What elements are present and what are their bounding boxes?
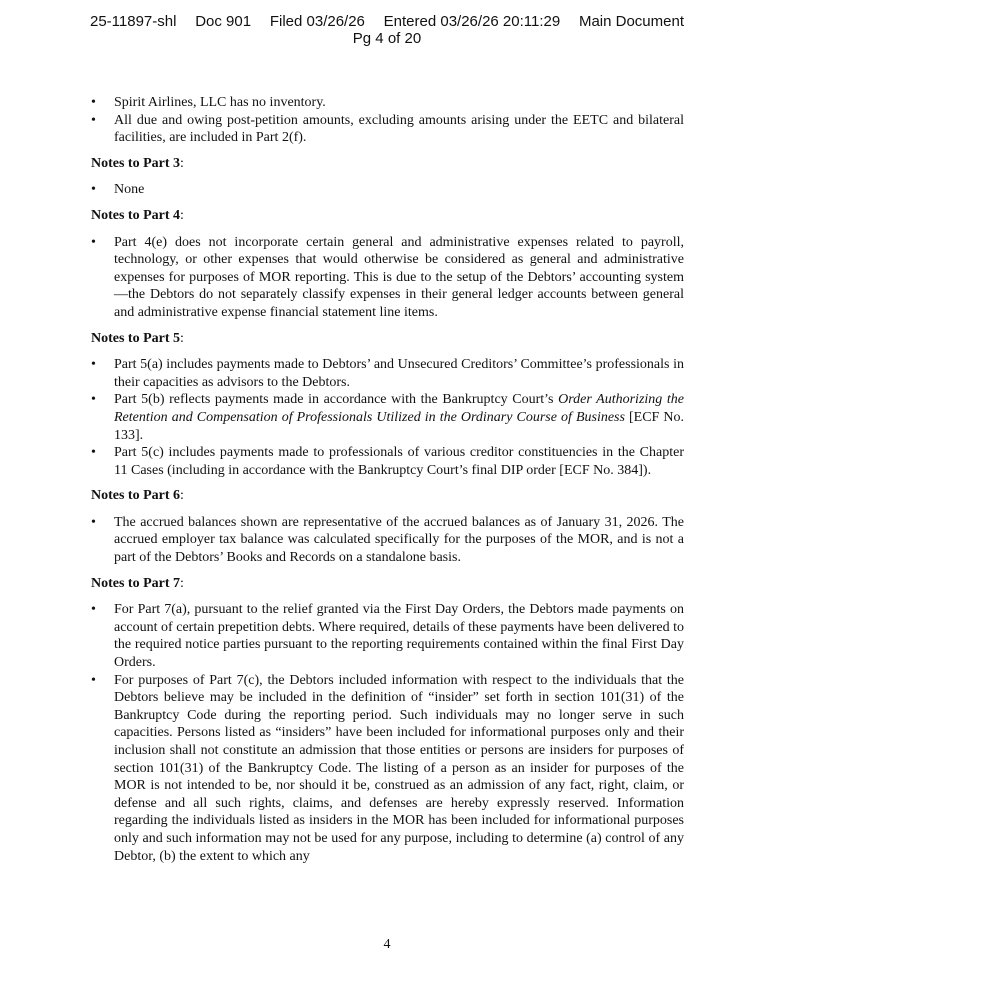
- bullet-icon: •: [91, 182, 96, 198]
- bullet-icon: •: [91, 112, 96, 128]
- page-of-total: Pg 4 of 20: [352, 30, 422, 47]
- section-heading-part-6: Notes to Part 6:: [91, 488, 184, 504]
- list-item: • Part 4(e) does not incorporate certain general and administrative expenses related to payroll, technology, or other expenses that would otherwise be considered as general and administrative expenses for purposes of MOR reporting. This is due to the setup of the Debtors’ accounting system—the Debtors do not separately classify expenses in their general ledger accounts between general and administrative expense financial statement line items.: [91, 234, 684, 320]
- part-4-list: [91, 234, 684, 322]
- filed-date: Filed 03/26/26: [269, 13, 365, 30]
- list-item: • All due and owing post-petition amounts, excluding amounts arising under the EETC and bilateral facilities, are included in Part 2(f).: [91, 112, 684, 146]
- section-heading-part-5: Notes to Part 5:: [91, 330, 184, 346]
- bullet-icon: •: [91, 672, 96, 688]
- part-7-list: [91, 601, 684, 865]
- list-item: • Part 5(c) includes payments made to professionals of various creditor constituencies in the Chapter 11 Cases (including in accordance with the Bankruptcy Court’s final DIP order [ECF No. 384]).: [91, 445, 684, 478]
- list-item: • The accrued balances shown are representative of the accrued balances as of January 31, 2026. The accrued employer tax balance was calculated specifically for the purposes of the MOR, and is not a part of the Debtors’ Books and Records on a standalone basis.: [91, 514, 684, 566]
- order-title: Order Authorizing the Retention and Compensation of Professionals Utilized in the Ordinary Course of Business: [114, 392, 684, 425]
- bullet-icon: •: [91, 392, 96, 408]
- bullet-icon: •: [91, 602, 96, 618]
- main-document-label: Main Document: [578, 13, 684, 30]
- bullet-icon: •: [91, 445, 96, 461]
- list-item: • None: [91, 182, 145, 198]
- page-number: 4: [383, 937, 391, 952]
- case-number: 25-11897-shl: [90, 13, 177, 30]
- part-6-list: [91, 514, 684, 567]
- part-5-list: [91, 356, 684, 479]
- list-item: • For Part 7(a), pursuant to the relief granted via the First Day Orders, the Debtors made payments on account of certain prepetition debts. Where required, details of these payments have been delivered to the required notice parties pursuant to the reporting requirements contained within the final First Day Orders.: [91, 602, 684, 671]
- document-body: [91, 94, 684, 865]
- section-heading-part-7: Notes to Part 7:: [91, 575, 184, 591]
- doc-number: Doc 901: [195, 13, 252, 30]
- list-item: • Part 5(a) includes payments made to Debtors’ and Unsecured Creditors’ Committee’s professionals in their capacities as advisors to the Debtors.: [91, 357, 684, 390]
- list-item: • For purposes of Part 7(c), the Debtors included information with respect to the individuals that the Debtors believe may be included in the definition of “insider” set forth in section 101(31) of the Bankruptcy Code during the reporting period. Such individuals may no longer serve in such capacities. Persons listed as “insiders” have been included for informational purposes only and their inclusion shall not constitute an admission that those entities or persons are insiders for purposes of section 101(31) of the Bankruptcy Code. The listing of a person as an insider for purposes of the MOR is not intended to be, nor should it be, construed as an admission of any fact, right, claim, or defense and all such rights, claims, and defenses are hereby expressly reserved. Information regarding the individuals listed as insiders in the MOR has been included for informational purposes only and such information may not be used for any purpose, including to determine (a) control of any Debtor, (b) the extent to which any: [91, 672, 684, 864]
- list-item: • Spirit Airlines, LLC has no inventory.: [91, 95, 326, 110]
- filing-header-line: [90, 13, 684, 30]
- bullet-icon: •: [91, 357, 96, 373]
- bullet-icon: •: [91, 234, 96, 250]
- section-heading-part-4: Notes to Part 4:: [91, 207, 184, 223]
- bullet-icon: •: [91, 514, 96, 530]
- entered-date: Entered 03/26/26 20:11:29: [383, 13, 561, 30]
- section-heading-part-3: Notes to Part 3:: [91, 155, 184, 171]
- bullet-icon: •: [91, 95, 96, 110]
- part-3-list: [91, 181, 684, 199]
- filing-header: [90, 13, 684, 47]
- top-bullet-list: [91, 94, 684, 147]
- list-item: • Part 5(b) reflects payments made in accordance with the Bankruptcy Court’s Order Authorizing the Retention and Compensation of Professionals Utilized in the Ordinary Course of Business [ECF No. 133].: [91, 392, 685, 443]
